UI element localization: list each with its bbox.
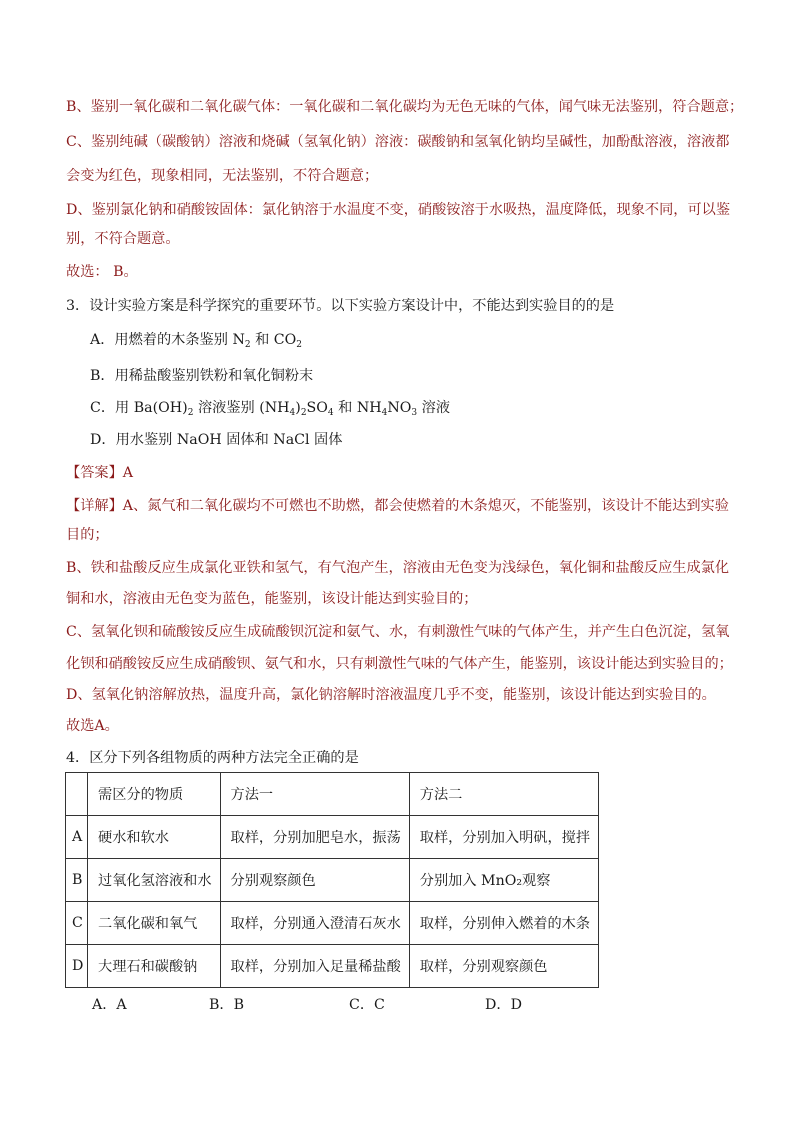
option-c-sub-5: 4 (381, 408, 388, 418)
choice-a: A．A (92, 997, 127, 1013)
table-cell: D (66, 945, 88, 988)
explanation-option-c-line2: 会变为红色，现象相同，无法鉴别，不符合题意； (66, 168, 379, 184)
question-3-detail-b-line2: 铜和水，溶液由无色变为蓝色，能鉴别，该设计能达到实验目的； (66, 591, 478, 607)
table-header-cell: 需区分的物质 (88, 773, 221, 816)
table-cell: 取样，分别加肥皂水，振荡 (220, 816, 409, 859)
option-c-text-4: SO (306, 400, 328, 416)
question-3-answer: 【答案】A (66, 465, 133, 481)
option-c-text-6: NO (387, 400, 412, 416)
choice-c: C．C (349, 997, 385, 1013)
option-c-sub-1: 2 (187, 408, 194, 418)
option-c-text-7: 溶液 (417, 400, 451, 416)
table-header-cell (66, 773, 88, 816)
table-cell: 二氧化碳和氧气 (88, 902, 221, 945)
option-a-text-2: 和 CO (250, 332, 297, 348)
table-cell: 大理石和碳酸钠 (88, 945, 221, 988)
explanation-option-b: B、鉴别一氧化碳和二氧化碳气体：一氧化碳和二氧化碳均为无色无味的气体，闻气味无法鉴别，符合题意； (66, 99, 744, 115)
detail-label: 【详解】 (66, 498, 123, 514)
question-3-detail-a-line2: 目的； (66, 527, 109, 543)
option-c-sub-2: 4 (289, 408, 296, 418)
option-c-text-3: ) (295, 400, 301, 416)
table-cell: C (66, 902, 88, 945)
table-cell: 分别观察颜色 (220, 859, 409, 902)
question-3-detail-c-line2: 化钡和硝酸铵反应生成硝酸钡、氨气和水，只有刺激性气味的气体产生，能鉴别，该设计能达到实验目的； (66, 656, 733, 672)
explanation-option-d-line1: D、鉴别氯化钠和硝酸铵固体：氯化钠溶于水温度不变，硝酸铵溶于水吸热，温度降低，现象不同，可以鉴 (66, 202, 731, 218)
question-3-choose: 故选A。 (66, 718, 119, 734)
table-cell: 过氧化氢溶液和水 (88, 859, 221, 902)
explanation-option-c-line1: C、鉴别纯碱（碳酸钠）溶液和烧碱（氢氧化钠）溶液：碳酸钠和氢氧化钠均呈碱性，加酚酞溶液，溶液都 (66, 134, 730, 150)
table-row (66, 902, 599, 945)
option-c-sub-3: 2 (300, 408, 307, 418)
question-3-detail-c-line1: C、氢氧化钡和硫酸铵反应生成硫酸钡沉淀和氨气、水，有刺激性气味的气体产生，并产生白色沉淀，氢氧 (66, 624, 730, 640)
option-c-sub-4: 4 (327, 408, 334, 418)
table-cell: 取样，分别伸入燃着的木条 (409, 902, 598, 945)
explanation-option-d-line2: 别，不符合题意。 (66, 231, 180, 247)
option-c-sub-6: 3 (411, 408, 418, 418)
table-cell: 取样，分别通入澄清石灰水 (220, 902, 409, 945)
question-3-detail-b-line1: B、铁和盐酸反应生成氯化亚铁和氢气，有气泡产生，溶液由无色变为浅绿色，氧化铜和盐酸反应生成氯化 (66, 560, 730, 576)
table-cell: 取样，分别观察颜色 (409, 945, 598, 988)
question-3-option-c (90, 398, 450, 418)
table-cell: A (66, 816, 88, 859)
detail-a-text: A、氮气和二氧化碳均不可燃也不助燃，都会使燃着的木条熄灭，不能鉴别，该设计不能达到实验 (122, 498, 729, 514)
question-3-stem: 3．设计实验方案是科学探究的重要环节。以下实验方案设计中，不能达到实验目的的是 (66, 298, 615, 314)
question-3-detail-d: D、氢氧化钠溶解放热，温度升高，氯化钠溶解时溶液温度几乎不变，能鉴别，该设计能达到实验目的。 (66, 687, 716, 703)
choice-b: B．B (209, 997, 245, 1013)
option-a-sub-co2: 2 (296, 340, 303, 350)
table-row (66, 859, 599, 902)
table-cell: 硬水和软水 (88, 816, 221, 859)
table-row (66, 945, 599, 988)
table-header-cell: 方法一 (220, 773, 409, 816)
option-c-text-1: C．用 Ba(OH) (90, 400, 188, 416)
option-c-text-2: 溶液鉴别 (NH (193, 400, 290, 416)
explanation-choose: 故选： B。 (66, 264, 138, 280)
table-cell: 取样，分别加入明矾，搅拌 (409, 816, 598, 859)
question-3-option-b: B．用稀盐酸鉴别铁粉和氧化铜粉末 (90, 368, 314, 384)
question-3-option-d: D．用水鉴别 NaOH 固体和 NaCl 固体 (90, 432, 343, 448)
table-cell: B (66, 859, 88, 902)
option-c-text-5: 和 NH (333, 400, 382, 416)
choice-d: D．D (485, 997, 522, 1013)
question-4-table (65, 772, 599, 988)
option-a-sub-n2: 2 (244, 340, 251, 350)
question-4-stem: 4．区分下列各组物质的两种方法完全正确的是 (66, 750, 359, 766)
table-header-row (66, 773, 599, 816)
table-cell: 分别加入 MnO₂观察 (409, 859, 598, 902)
question-3-detail-a-line1 (66, 496, 729, 516)
table-header-cell: 方法二 (409, 773, 598, 816)
question-3-option-a (90, 330, 302, 350)
table-row (66, 816, 599, 859)
table-cell: 取样，分别加入足量稀盐酸 (220, 945, 409, 988)
option-a-text: A．用燃着的木条鉴别 N (90, 332, 245, 348)
